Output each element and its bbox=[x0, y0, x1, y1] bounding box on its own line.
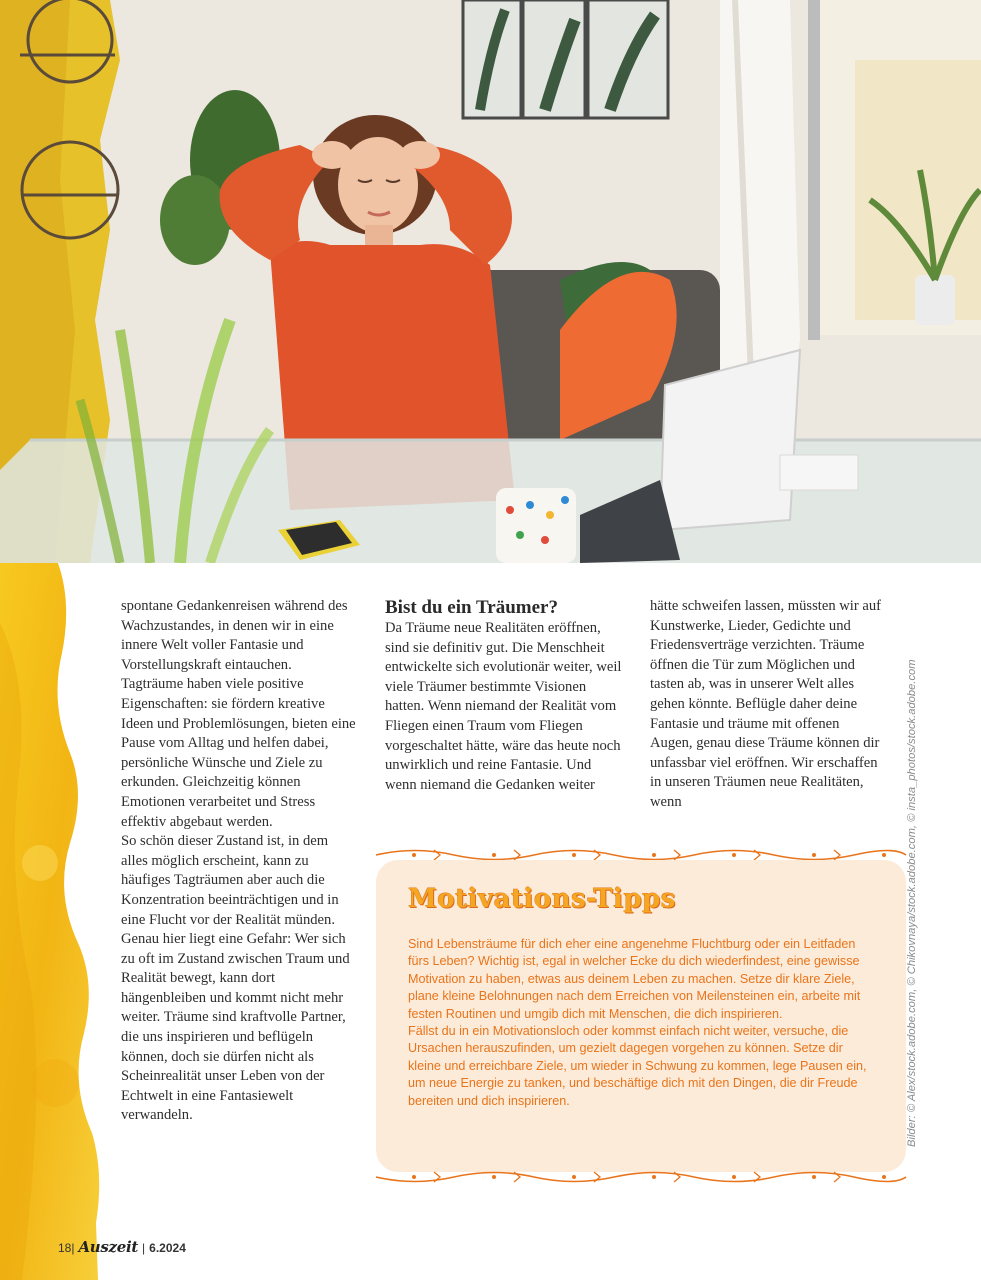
article-column-1 bbox=[121, 597, 357, 1126]
column1-paragraph: Genau hier liegt eine Gefahr: Wer sich zu oft im Zustand zwischen Traum und Realität bewegt, kann dort hängenbleiben und kommt nicht mehr weiter. Träume sind kraftvolle Partner, die uns inspirieren und beflügeln können, doch sie dürfen nicht als Scheinrealität unser Leben von der Echtwelt in eine Fantasiewelt verwandeln. bbox=[121, 931, 350, 1124]
column2-paragraph: Da Träume neue Realitäten eröffnen, sind sie definitiv gut. Die Menschheit entwickelte sich evolutionär weiter, weil viele Träumer bestimmte Visionen hatten. Wenn niemand der Realität vom Fliegen einen Traum vom Fliegen vorgeschaltet hätte, wäre das heute noch unwirklich und reine Fantasie. Und wenn niemand die Gedanken weiter bbox=[385, 620, 622, 793]
column3-paragraph: hätte schweifen lassen, müssten wir auf Kunstwerke, Lieder, Gedichte und Friedensverträge verzichten. Träume öffnen die Tür zum Möglichen und tasten ab, was in unserer Welt alles gehen könnte. Beflügle daher deine Fantasie und träume mit offenen Augen, genau diese Träume können dir unfassbar viel eröffnen. Wir erschaffen in unseren Träumen neue Realitäten, wenn bbox=[650, 598, 881, 810]
page-number: 18| bbox=[58, 1241, 75, 1255]
motivation-tips-box bbox=[376, 860, 906, 1172]
footer-separator: | bbox=[142, 1241, 146, 1255]
woman-relaxing-photo-icon bbox=[0, 0, 981, 563]
tips-body bbox=[408, 936, 878, 1110]
magazine-brand: Auszeit bbox=[78, 1238, 139, 1256]
page-footer bbox=[58, 1238, 186, 1258]
tips-paragraph: Sind Lebensträume für dich eher eine angenehme Fluchtburg oder ein Leitfaden fürs Leben? Wichtig ist, egal in welcher Ecke du dich wiederfindest, eine gewisse Motivation zu haben, etwas aus deinem Leben zu machen. Setze dir klare Ziele, plane kleine Belohnungen nach dem Erreichen von Meilensteinen ein, arbeite mit festen Routinen und umgib dich mit Menschen, die dich inspirieren. bbox=[408, 937, 861, 1021]
watercolor-decoration bbox=[0, 563, 110, 1280]
hero-photo bbox=[0, 0, 981, 563]
section-heading: Bist du ein Träumer? bbox=[385, 597, 558, 618]
article-column-3 bbox=[650, 597, 884, 813]
issue-number: 6.2024 bbox=[149, 1241, 186, 1255]
column1-paragraph: So schön dieser Zustand ist, in dem alles möglich erscheint, kann zu häufiges Tagträumen aber auch die Konzentration beeinträchtigen und in eine Flucht vor der Realität münden. bbox=[121, 833, 339, 928]
tips-title: Motivations-Tipps bbox=[408, 884, 676, 914]
ornament-divider-bottom bbox=[374, 1168, 908, 1186]
column1-paragraph: spontane Gedankenreisen während des Wachzustandes, in denen wir in eine innere Welt voller Fantasie und Vorstellungskraft eintauchen. Tagträume haben viele positive Eigenschaften: sie fördern kreative Ideen und Problemlösungen, bieten eine Pause vom Alltag und helfen dabei, persönliche Wünsche und Ziele zu erkunden. Gleichzeitig können Emotionen verarbeitet und Stress effektiv abgebaut werden. bbox=[121, 598, 356, 830]
image-credit: Bilder: © Alex/stock.adobe.com, © Chikovnaya/stock.adobe.com, © insta_photos/stock.adobe.com bbox=[906, 659, 918, 1147]
article-column-2 bbox=[385, 597, 625, 795]
tips-paragraph: Fällst du in ein Motivationsloch oder kommst einfach nicht weiter, versuche, die Ursachen herauszufinden, um gezielt dagegen vorgehen zu können. Setze dir kleine und erreichbare Ziele, um wieder in Schwung zu kommen, lege Pausen ein, um neue Energie zu tanken, und beschäftige dich mit den Dingen, die dir Freude bereiten und dich inspirieren. bbox=[408, 1024, 867, 1108]
